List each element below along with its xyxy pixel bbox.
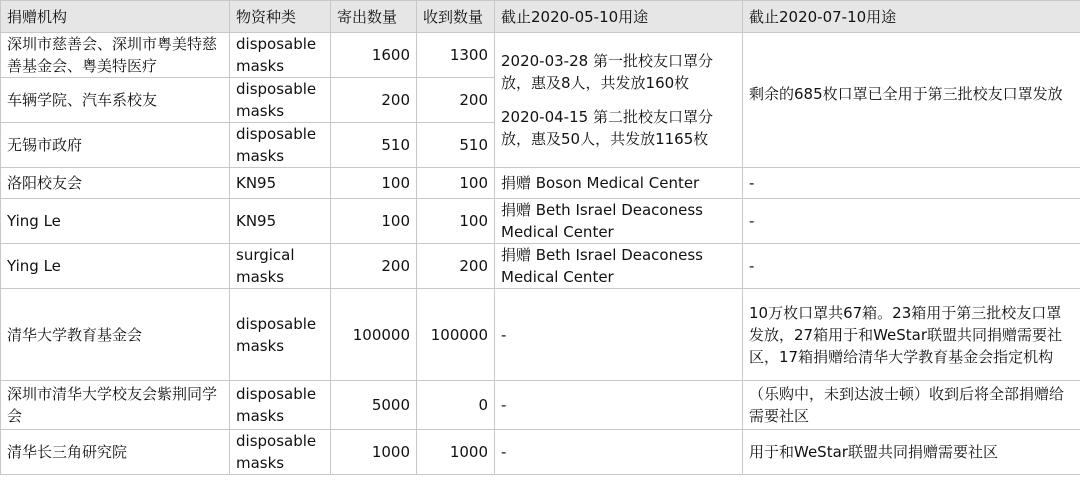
header-org: 捐赠机构: [1, 1, 230, 33]
org-cell: 无锡市政府: [1, 123, 230, 168]
type-cell: disposable masks: [230, 33, 331, 78]
use-may-cell: -: [495, 430, 743, 475]
received-cell: 100: [417, 168, 495, 199]
sent-cell: 100: [331, 168, 417, 199]
use-may-cell: -: [495, 289, 743, 381]
table-row: [1, 381, 1080, 430]
org-cell: 车辆学院、汽车系校友: [1, 78, 230, 123]
header-type: 物资种类: [230, 1, 331, 33]
use-jul-cell: （乐购中，未到达波士顿）收到后将全部捐赠给需要社区: [743, 381, 1080, 430]
table-row: [1, 168, 1080, 199]
type-cell: disposable masks: [230, 381, 331, 430]
type-cell: disposable masks: [230, 123, 331, 168]
org-cell: Ying Le: [1, 244, 230, 289]
type-cell: surgical masks: [230, 244, 331, 289]
type-cell: KN95: [230, 168, 331, 199]
sent-cell: 200: [331, 78, 417, 123]
table-row: [1, 244, 1080, 289]
header-use-may: 截止2020-05-10用途: [495, 1, 743, 33]
received-cell: 1300: [417, 33, 495, 78]
sent-cell: 510: [331, 123, 417, 168]
use-jul-cell: -: [743, 168, 1080, 199]
use-jul-cell: 10万枚口罩共67箱。23箱用于第三批校友口罩发放，27箱用于和WeStar联盟共同捐赠需要社区，17箱捐赠给清华大学教育基金会指定机构: [743, 289, 1080, 381]
use-may-cell: -: [495, 381, 743, 430]
header-received: 收到数量: [417, 1, 495, 33]
use-may-cell: 捐赠 Beth Israel Deaconess Medical Center: [495, 244, 743, 289]
table-row: [1, 289, 1080, 381]
received-cell: 1000: [417, 430, 495, 475]
received-cell: 0: [417, 381, 495, 430]
use-jul-cell: -: [743, 199, 1080, 244]
org-cell: 深圳市慈善会、深圳市粤美特慈善基金会、粤美特医疗: [1, 33, 230, 78]
sent-cell: 200: [331, 244, 417, 289]
use-may-merged-cell: [495, 33, 743, 168]
type-cell: KN95: [230, 199, 331, 244]
sent-cell: 1000: [331, 430, 417, 475]
use-jul-cell: -: [743, 244, 1080, 289]
use-may-cell: 捐赠 Beth Israel Deaconess Medical Center: [495, 199, 743, 244]
header-row: [1, 1, 1080, 33]
table-row: [1, 199, 1080, 244]
spacer: [501, 94, 736, 106]
type-cell: disposable masks: [230, 78, 331, 123]
use-may-batch1: 2020-03-28 第一批校友口罩分放，惠及8人，共发放160枚: [501, 52, 713, 92]
header-use-jul: 截止2020-07-10用途: [743, 1, 1080, 33]
sent-cell: 1600: [331, 33, 417, 78]
sent-cell: 5000: [331, 381, 417, 430]
table-row: [1, 430, 1080, 475]
received-cell: 200: [417, 244, 495, 289]
org-cell: 清华长三角研究院: [1, 430, 230, 475]
use-jul-merged-cell: [743, 33, 1080, 168]
type-cell: disposable masks: [230, 289, 331, 381]
use-may-batch2: 2020-04-15 第二批校友口罩分放，惠及50人，共发放1165枚: [501, 108, 713, 148]
received-cell: 510: [417, 123, 495, 168]
header-sent: 寄出数量: [331, 1, 417, 33]
table-row: [1, 33, 1080, 78]
sent-cell: 100000: [331, 289, 417, 381]
org-cell: 清华大学教育基金会: [1, 289, 230, 381]
received-cell: 200: [417, 78, 495, 123]
use-jul-batch: 剩余的685枚口罩已全用于第三批校友口罩发放: [749, 85, 1063, 103]
org-cell: 洛阳校友会: [1, 168, 230, 199]
use-may-cell: 捐赠 Boson Medical Center: [495, 168, 743, 199]
org-cell: 深圳市清华大学校友会紫荆同学会: [1, 381, 230, 430]
received-cell: 100000: [417, 289, 495, 381]
use-jul-cell: 用于和WeStar联盟共同捐赠需要社区: [743, 430, 1080, 475]
type-cell: disposable masks: [230, 430, 331, 475]
org-cell: Ying Le: [1, 199, 230, 244]
sent-cell: 100: [331, 199, 417, 244]
received-cell: 100: [417, 199, 495, 244]
